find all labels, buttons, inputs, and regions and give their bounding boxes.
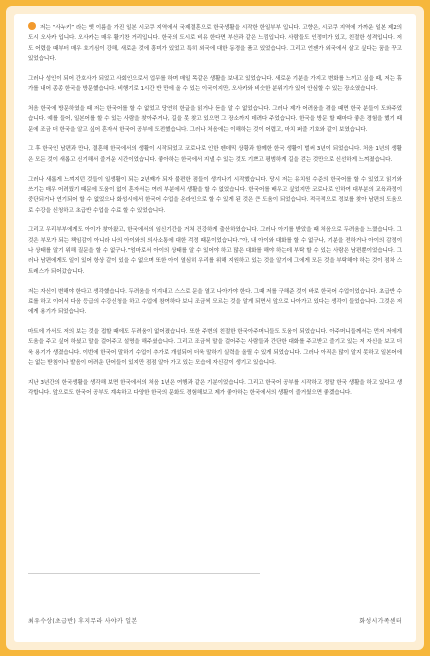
organization-name: 화성시가족센터	[359, 618, 402, 625]
footer	[28, 616, 402, 626]
paragraph-1-text: 저는 “사누키” 라는 옛 이름을 가진 일본 시코쿠 지역에서 국제결혼으로 한국생활을 시작한 한일부부 입니다. 고향은, 시코쿠 지역에 가까운 일본 제2의 도시 오사카 입니다. 오사카는 매우 활기찬 거리입니다. 한국의 도시로 비유 한다면 부산과 같은 느낌입니다. 사람들도 인정미가 있고, 친절한 성격입니다. 저도 어렸을 때부터 매우 호기심이 강해, 새로운 것에 흥미가 있었고 특히 외국에 대한 동경을 품고 있었습니다. 그리고 언젠가 외국에서 살고 싶다는 꿈을 꾸고 있었습니다.	[28, 25, 402, 62]
paragraph-6: 그리고 우리부부에게도 아이가 찾아왔고, 한국에서의 임신기간을 거쳐 건강하게 출산하였습니다. 그러나 아기를 받았을 때 처음으로 두려움을 느꼈습니다. 그것은 부모가 되는 책임감이 아니라 나의 아이와의 의사소통에 대한 걱정 때문이었습니다.“아, 내 아이와 대화를 할 수 없구나, 기분을 전하거나 아이의 감정이나 상태를 알기 위해 질문을 할 수 없구나.”엄마로서 아이의 상태를 알 수 있어야 하고 많은 대화를 해야 하는데 부탁 할 수 있는 사람은 남편뿐이었습니다. 그러나 남편에게도 일이 있어 항상 같이 있을 수 없으며 또한 아이 열심히 우리를 위해 지원하고 있는 것을 알기에 그에게 모든 것을 부탁해야 하는 것이 점차 스트레스가 되어갔습니다.	[28, 227, 402, 275]
author-credit: 최우수상(초급반) 후지무라 사야카 일본	[28, 618, 138, 625]
paragraph-1	[28, 22, 402, 64]
document-paper	[14, 14, 416, 642]
paragraph-7: 저는 자신이 변해야 한다고 생각했습니다. 두려움을 이겨내고 스스로 문을 열고 나아가야 한다. 그때 저를 구해준 것이 바로 한국어 수업이었습니다. 초급반 수료를 하고 이어서 다음 등급의 수강신청을 하고 수업에 참여하다 보니 조금씩 모르는 것을 알게 되면서 앞으로 나아가고 있다는 생각이 들었습니다. 그것은 저에게 용기가 되었습니다.	[28, 288, 402, 316]
essay-body	[28, 22, 402, 408]
document-frame	[6, 6, 424, 650]
paragraph-5: 그러나 새롭게 느껴지던 것들이 일생활이 되는 2년째가 되자 불편한 점들이 생겨나기 시작했습니다. 당시 저는 유치원 수준의 한국어를 할 수 있었고 읽기와 쓰기는 매우 어려웠기 때문에 도움이 없이 혼자서는 여러 부분에서 생활을 할 수 없었습니다. 한국어를 배우고 싶었지만 코로나로 인하여 대부분의 교육과정이 중단되거나 연기되어 할 수 없었으나 화성시에서 한국어 수업을 온라인으로 할 수 있게 된 것은 큰 도움이 되었습니다. 적극적으로 정보를 찾아 남편의 도움으로 수강을 신청하고 초급반 수업을 수료 할 수 있었습니다.	[28, 176, 402, 214]
paragraph-2: 그러나 성인이 되어 간호사가 되었고 사회인으로서 업무를 하며 매일 똑같은 생활을 보내고 있었습니다. 새로운 기분을 가지고 변화를 느끼고 싶을 때, 저는 휴가를 내어 종종 한국을 방문했습니다. 비행기로 1시간 반 만에 올 수 있는 이국이지만, 오사카와 비슷한 분위기가 있어 안심할 수 있는 장소였습니다.	[28, 75, 402, 93]
paragraph-4: 그 후 한국인 남편과 만나, 결혼해 한국에서의 생활이 시작되었고 코로나로 인한 펜데믹 상황과 함께한 한국 생활이 벌써 3년이 되었습니다. 처음 1년의 생활은 모든 것이 새롭고 신기해서 즐거운 시간이었습니다. 좋아하는 한국에서 지낼 수 있는 것도 기쁘고 평범하게 길을 걷는 것만으로 신선하게 느껴졌습니다.	[28, 146, 402, 163]
paragraph-8: 마트에 가서도 저의 보는 것을 접할 때에도 두려움이 없어졌습니다. 또한 주변의 친절한 한국아주머니들도 도움이 되었습니다. 아주머니들께서는 먼저 저에게 도움을 주고 싶어 하셨고 말을 걸어주고 설명을 해주셨습니다. 그리고 조금씩 말을 걸어주는 사람들과 간단한 대화를 주고받고 즐기고 있는 저 자신을 보고 더욱 용기가 생겼습니다. 이번에 한국어 말하기 수업이 추가로 개설되어 더욱 말하기 실력을 올릴 수 있게 되었습니다. 그러나 아직은 많이 알지 못하고 일본어에는 없는 받침이나 발음이 어려운 단어들이 있지만 점점 알아 가고 있는 모습에 자신감이 생기고 있습니다.	[28, 328, 402, 366]
orange-bullet-icon	[28, 22, 36, 30]
paragraph-9: 지난 3년간의 한국생활을 생각해 보면 한국에서의 처음 1년은 여행과 같은 기분이었습니다. 그리고 한국어 공부를 시작하고 정말 한국 생활을 하고 있다고 생각합니다. 앞으로도 한국어 공부도 계속하고 다양한 한국의 문화도 경험해보고 제가 좋아하는 한국에서의 생활이 즐거웠으면 좋겠습니다.	[28, 379, 402, 397]
paragraph-3: 처음 한국에 방문하였을 때 저는 한국어를 할 수 없었고 당연히 한글을 읽거나 듣을 알 수 없었습니다. 그러나 제가 어려움을 겪을 때면 한국 분들이 도와주었습니다. 예를 들어, 일본어를 할 수 있는 사람을 찾아주거나, 길을 못 찾고 있으면 그 장소까지 데려다 주었습니다. 한국을 방문 할 때마다 좋은 경험을 했기 때문에 조금 더 한국을 알고 싶어 혼자서 한국어 공부에 도전했습니다. 그러나 처음에는 이해하는 것이 어렵고, 마치 퍼즐 기호와 같이 보였습니다.	[28, 105, 402, 133]
footer-divider	[28, 573, 260, 574]
